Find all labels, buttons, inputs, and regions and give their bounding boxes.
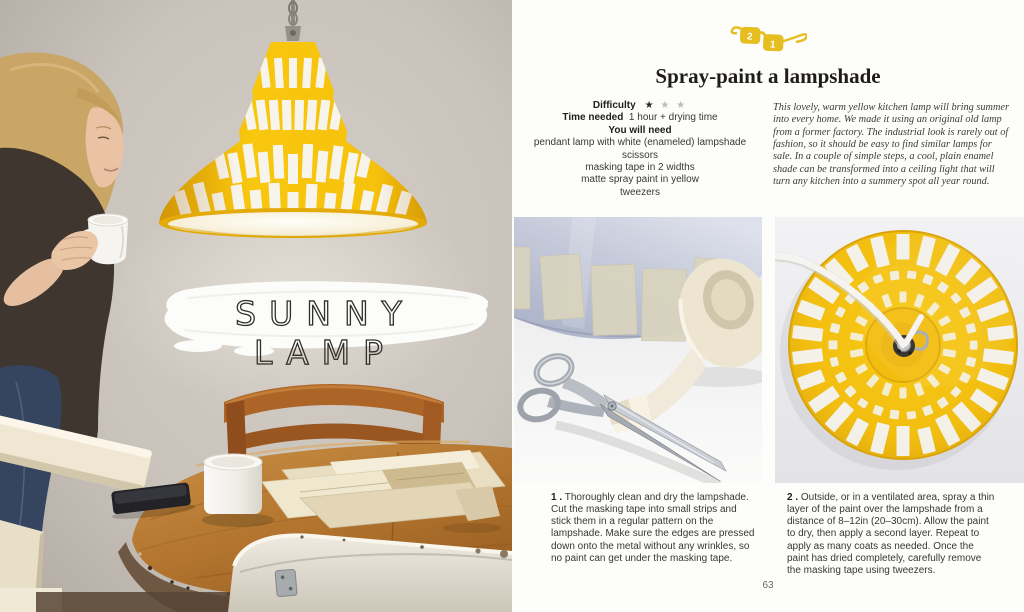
project-meta: [520, 100, 760, 199]
photo-overlay-title: SUNNY LAMP: [235, 294, 415, 372]
chair-hinge-bracket: [275, 569, 297, 597]
material-item: tweezers: [619, 186, 660, 198]
material-item: masking tape in 2 widths: [585, 162, 695, 174]
difficulty-label: Difficulty: [592, 100, 636, 111]
page-title: Spray-paint a lampshade: [655, 64, 881, 88]
paint-brush-stroke: [158, 278, 492, 372]
material-item: matte spray paint in yellow: [581, 174, 699, 186]
glasses-icon: [729, 23, 807, 67]
difficulty-row: [520, 100, 760, 112]
stars-empty: ★ ★: [660, 100, 688, 111]
material-item: pendant lamp with white (enameled) lampshade: [533, 137, 747, 149]
time-value: 1 hour + drying time: [628, 112, 718, 124]
badge-right-number: 1: [769, 39, 776, 51]
page-number: 63: [762, 580, 774, 591]
badge-left-number: 2: [746, 31, 753, 43]
step1-text: Thoroughly clean and dry the lampshade. Cut the masking tape into small strips and stick them in a regular pattern on the lampshade. Make sure the edges are pressed down onto the metal without any wrinkles, so no paint can get under the masking tape.: [551, 492, 755, 564]
time-label: Time needed: [562, 112, 624, 124]
difficulty-stars: [645, 100, 687, 111]
step2-number: 2 .: [787, 492, 799, 503]
painted-lamp-top-illustration: [775, 217, 1024, 483]
right-page-tutorial: [512, 0, 1024, 612]
scissors-photo-illustration: [514, 217, 762, 483]
step2-text: Outside, or in a ventilated area, spray a thin layer of the paint over the lampshade from a distance of 8–12in (20–30cm). Allow the paint to dry, then apply a second layer. Repeat to apply as many coats as needed. Once the paint has dried completely, carefully remove the masking tape using tweezers.: [787, 492, 995, 576]
step2-caption: [787, 492, 995, 577]
step2-photo: [775, 217, 1024, 483]
step1-number: 1 .: [551, 492, 563, 503]
intro-paragraph: This lovely, warm yellow kitchen lamp will bring summer into every home. We made it using an original old lamp from a former factory. The industrial look is rarely out of fashion, so it should be easy to find similar lamps for sale. In a couple of simple steps, a cool, plain enamel shade can be transformed into a ceiling light that will turn any kitchen into a summery spot all year round.: [773, 102, 1009, 188]
star-filled: ★: [644, 100, 656, 111]
step1-photo: [514, 217, 762, 483]
time-row: [520, 112, 760, 124]
step1-caption: [551, 492, 759, 565]
material-item: scissors: [621, 149, 659, 161]
you-will-need-label: You will need: [608, 124, 672, 136]
